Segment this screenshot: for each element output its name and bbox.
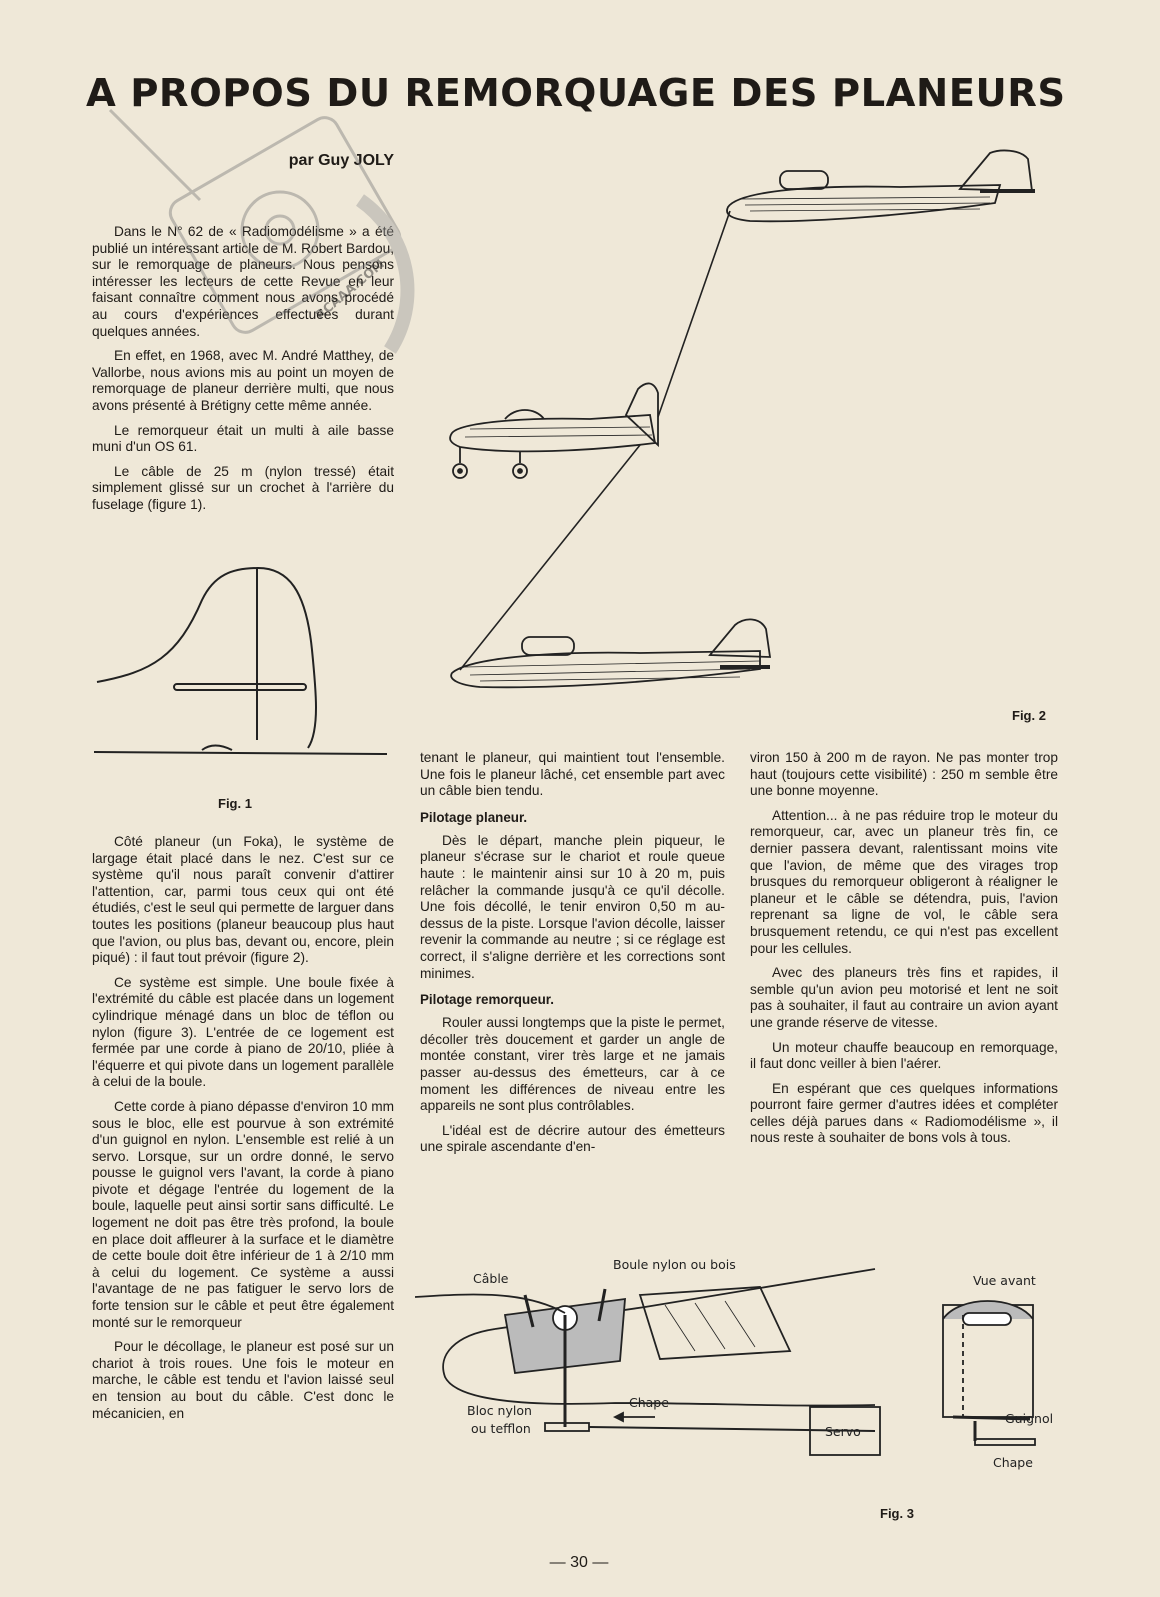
article-title: A PROPOS DU REMORQUAGE DES PLANEURS: [86, 71, 1066, 116]
upper-glider: [727, 151, 1035, 222]
fig3-label-bloc-2: ou tefflon: [471, 1421, 531, 1436]
paragraph: Un moteur chauffe beaucoup en remorquage, il faut donc veiller à bien l'aérer.: [750, 1039, 1058, 1072]
fig3-label-chape: Chape: [629, 1395, 669, 1410]
column-2: [420, 750, 725, 1164]
paragraph: Cette corde à piano dépasse d'environ 10 mm sous le bloc, elle est pourvue à son extrémité d'un guignol en nylon. L'ensemble est relié à un servo. Lorsque, sur un ordre donné, le servo pousse le guignol vers l'avant, la corde à piano pivote et dégage l'entrée du logement de la boule, laquelle peut ainsi sortir sans difficulté. Le logement ne doit pas être très profond, la boule en place doit affleurer à la surface et le diamètre de cette boule doit être inférieur de 1 à 2/10 mm à celui du logement. Ce système a aussi l'avantage de ne pas fatiguer le servo lors de forte tension sur le câble et peut être également monté sur le remorqueur: [92, 1098, 394, 1330]
paragraph: Ce système est simple. Une boule fixée à l'extrémité du câble est placée dans un logement cylindrique ménagé dans un bloc de téflon ou nylon (figure 3). L'entrée de ce logement est fermée par une corde à piano de 20/10, pliée à l'équerre et qui pivote dans un logement parallèle à celui de la boule.: [92, 974, 394, 1090]
paragraph: Attention... à ne pas réduire trop le moteur du remorqueur, car, avec un planeur très fin, ce dernier passera devant, ralentissant moins vite que l'avion, de même que des virages trop brusques du remorqueur obligeront à réaligner le planeur et le câble se détendra, puis, l'avion reprenant sa ligne de vol, le câble sera brusquement retendu, ce qui n'est pas excellent pour les cellules.: [750, 807, 1058, 956]
paragraph: Dans le N° 62 de « Radiomodélisme » a été publié un intéressant article de M. Robert Bardou, sur le remorquage de planeurs. Nous pensons intéresser les lecteurs de cette Revue en leur faisant connaître comment nous avons procédé au cours d'expériences effectuées durant quelques années.: [92, 224, 394, 339]
paragraph: tenant le planeur, qui maintient tout l'ensemble. Une fois le planeur lâché, cet ensemble part avec un câble bien tendu.: [420, 750, 725, 799]
paragraph: Avec des planeurs très fins et rapides, il semble qu'un avion peu motorisé et lent ne soit pas à souhaiter, il faut au contraire un avion ayant une grande réserve de vitesse.: [750, 965, 1058, 1030]
article-author: par Guy JOLY: [288, 152, 394, 169]
watermark-text: RCAAA.COM: [312, 256, 388, 323]
figure-3-release-mechanism: [415, 1255, 1065, 1500]
fig3-label-guignol: Guignol: [1005, 1411, 1054, 1426]
section-heading-planeur: Pilotage planeur.: [420, 809, 528, 825]
page-number: — 30 —: [549, 1554, 609, 1571]
paragraph: L'idéal est de décrire autour des émetteurs une spirale ascendante d'en-: [420, 1122, 725, 1155]
figure-2-label: Fig. 2: [1012, 708, 1046, 723]
paragraph: En effet, en 1968, avec M. André Matthey, de Vallorbe, nous avions mis au point un moyen de remorquage de planeur derrière multi, que nous avons présenté à Brétigny cette même année.: [92, 348, 394, 413]
fig3-label-bloc-1: Bloc nylon: [467, 1403, 532, 1418]
figure-3-label: Fig. 3: [880, 1506, 914, 1521]
paragraph: Le remorqueur était un multi à aile basse muni d'un OS 61.: [92, 422, 394, 455]
figure-1-label: Fig. 1: [218, 796, 252, 811]
fig3-label-chape-front: Chape: [993, 1455, 1033, 1470]
column-1-bottom: [92, 834, 394, 1430]
paragraph: Pour le décollage, le planeur est posé sur un chariot à trois roues. Une fois le moteur en marche, le câble est tendu et l'avion laissé seul en tension au bout du câble. C'est donc le mécanicien, en: [92, 1339, 394, 1421]
fig3-label-cable: Câble: [473, 1271, 509, 1286]
column-3: [750, 750, 1058, 1155]
fig3-label-boule: Boule nylon ou bois: [613, 1257, 736, 1272]
paragraph: Rouler aussi longtemps que la piste le permet, décoller très doucement et garder un angle de montée constant, virer très large et ne jamais passer au-dessus des émetteurs, car à ce moment les différences de niveau entre les appareils ne sont plus contrôlables.: [420, 1015, 725, 1114]
section-heading-remorqueur: Pilotage remorqueur.: [420, 992, 554, 1008]
column-1-top: [92, 224, 394, 522]
fig3-label-vue-avant: Vue avant: [973, 1273, 1036, 1288]
figure-2-towing-diagram: [440, 145, 1060, 715]
figure-1-tail-diagram: [92, 560, 402, 785]
paragraph: viron 150 à 200 m de rayon. Ne pas monter trop haut (toujours cette visibilité) : 250 m semble être une bonne moyenne.: [750, 750, 1058, 799]
lower-glider: [451, 619, 770, 687]
paragraph: En espérant que ces quelques informations pourront faire germer d'autres idées et compléter celles déjà parues dans « Radiomodélisme », il nous reste à souhaiter de bons vols à tous.: [750, 1080, 1058, 1146]
paragraph: Côté planeur (un Foka), le système de largage était placé dans le nez. C'est sur ce système qu'il nous paraît convenir d'attirer l'attention, car, parmi tous ceux qui ont été étudiés, c'est le seul qui permette de larguer dans toutes les positions (planeur beaucoup plus haut que l'avion, ou plus bas, devant ou, encore, plein piqué) : il faut tout prévoir (figure 2).: [92, 834, 394, 966]
paragraph: Dès le départ, manche plein piqueur, le planeur s'écrase sur le chariot et roule queue haute : le maintenir ainsi sur 10 à 20 m, puis relâcher la commande jusqu'à ce qu'il décolle. Une fois décollé, le tenir environ 0,50 m au-dessus de la piste. Lorsque l'avion décolle, laisser revenir la commande au neutre ; si ce réglage est correct, il s'aligne derrière et les corrections sont minimes.: [420, 832, 725, 981]
tow-plane: [450, 383, 658, 478]
paragraph: Le câble de 25 m (nylon tressé) était simplement glissé sur un crochet à l'arrière du fuselage (figure 1).: [92, 463, 394, 512]
fig3-label-servo: Servo: [825, 1424, 861, 1439]
